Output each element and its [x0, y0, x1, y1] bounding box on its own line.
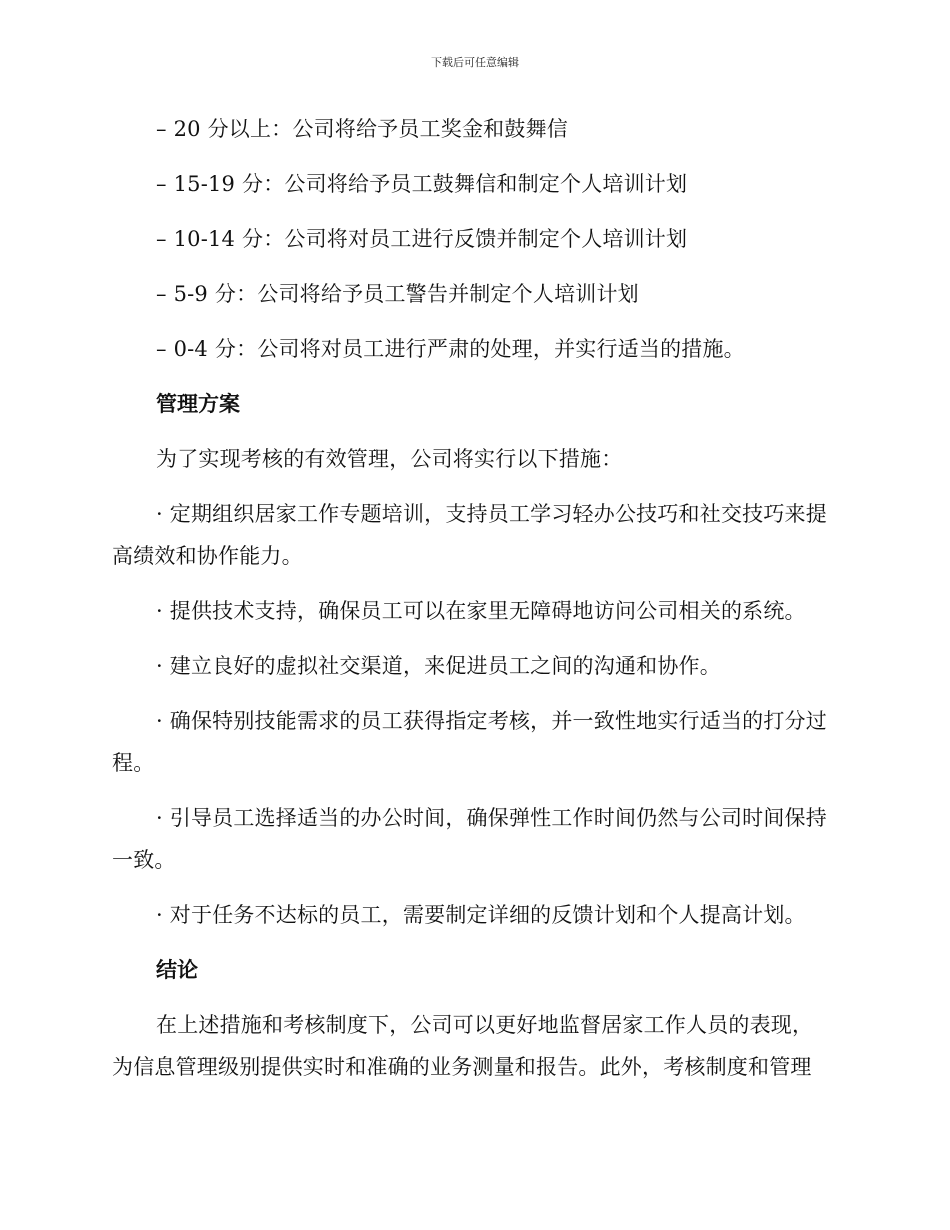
management-item-special-skills: · 确保特别技能需求的员工获得指定考核，并一致性地实行适当的打分过程。: [112, 709, 827, 775]
management-item-tech-support: · 提供技术支持，确保员工可以在家里无障碍地访问公司相关的系统。: [156, 599, 806, 623]
conclusion-heading: 结论: [156, 958, 198, 982]
management-item-feedback-plan: · 对于任务不达标的员工，需要制定详细的反馈计划和个人提高计划。: [156, 903, 806, 927]
management-item-training: · 定期组织居家工作专题培训，支持员工学习轻办公技巧和社交技巧来提高绩效和协作能力。: [112, 502, 827, 568]
score-rule-0-4: – 0-4 分：公司将对员工进行严肃的处理，并实行适当的措施。: [156, 337, 745, 361]
score-rule-20-plus: – 20 分以上：公司将给予员工奖金和鼓舞信: [156, 117, 568, 141]
score-rule-10-14: – 10-14 分：公司将对员工进行反馈并制定个人培训计划: [156, 227, 688, 251]
management-intro: 为了实现考核的有效管理，公司将实行以下措施：: [156, 447, 623, 471]
management-item-office-hours: · 引导员工选择适当的办公时间，确保弹性工作时间仍然与公司时间保持一致。: [112, 806, 827, 872]
page-header: 下载后可任意编辑: [431, 56, 519, 69]
management-heading: 管理方案: [156, 392, 240, 416]
management-item-social-channels: · 建立良好的虚拟社交渠道，来促进员工之间的沟通和协作。: [156, 654, 721, 678]
score-rule-5-9: – 5-9 分：公司将给予员工警告并制定个人培训计划: [156, 282, 639, 306]
conclusion-text: 在上述措施和考核制度下，公司可以更好地监督居家工作人员的表现，为信息管理级别提供实时和准确的业务测量和报告。此外，考核制度和管理: [112, 1013, 814, 1079]
document-body: [112, 108, 832, 1101]
score-rule-15-19: – 15-19 分：公司将给予员工鼓舞信和制定个人培训计划: [156, 172, 688, 196]
